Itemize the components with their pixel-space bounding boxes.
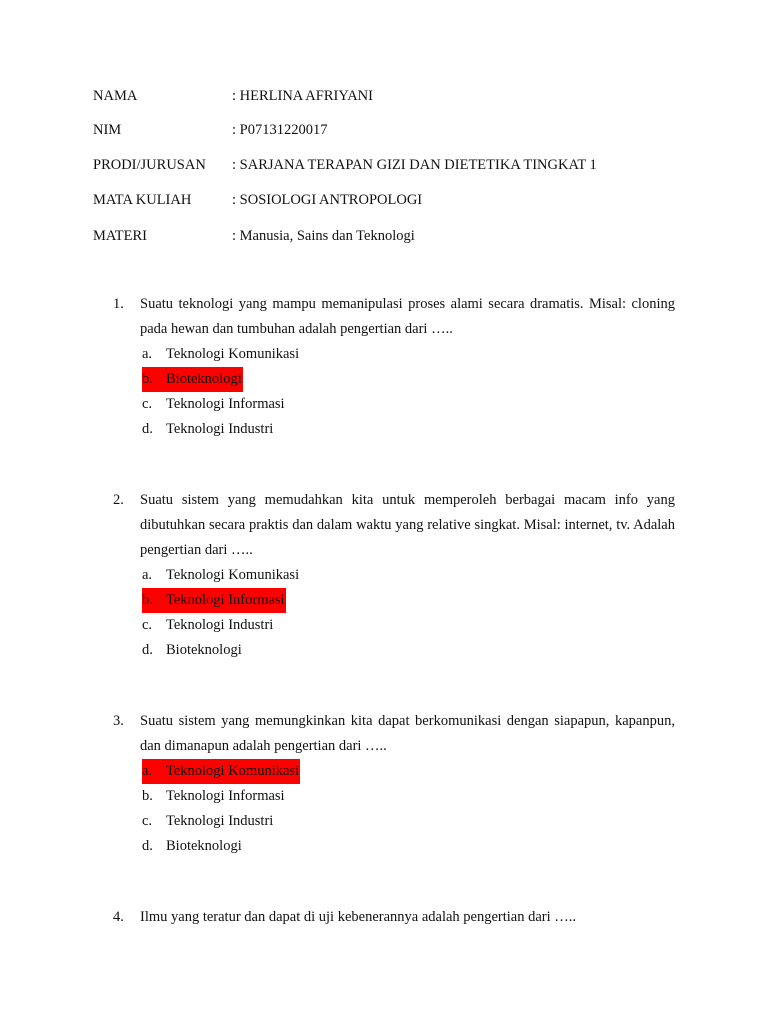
question-number: 3.	[113, 713, 124, 729]
info-label: NAMA	[93, 88, 138, 104]
option-a-highlighted	[142, 759, 675, 784]
info-row-nim	[93, 120, 327, 140]
info-label: MATERI	[93, 228, 147, 244]
option-text: Teknologi Informasi	[166, 396, 285, 412]
option-text: Bioteknologi	[166, 371, 242, 387]
info-value: : SOSIOLOGI ANTROPOLOGI	[232, 192, 423, 208]
question-text: Suatu sistem yang memudahkan kita untuk memperoleh berbagai macam info yang dibutuhkan secara praktis dan dalam waktu yang relative singkat. Misal: internet, tv. Adalah pengertian dari …..	[140, 492, 675, 558]
option-c	[142, 392, 675, 417]
info-row-mata-kuliah	[93, 190, 422, 210]
question-4	[113, 905, 675, 930]
answer-highlight	[142, 588, 286, 613]
option-letter: b.	[142, 371, 153, 387]
option-c	[142, 809, 675, 834]
option-text: Bioteknologi	[166, 838, 242, 854]
option-letter: d.	[142, 421, 153, 437]
option-letter: b.	[142, 592, 153, 608]
info-value: : Manusia, Sains dan Teknologi	[232, 228, 415, 244]
option-text: Teknologi Komunikasi	[166, 763, 300, 779]
option-text: Teknologi Industri	[166, 617, 274, 633]
option-d	[142, 638, 675, 663]
info-row-prodi	[93, 155, 597, 175]
option-b-highlighted	[142, 588, 675, 613]
option-b-highlighted	[142, 367, 675, 392]
option-text: Teknologi Industri	[166, 421, 274, 437]
option-letter: c.	[142, 617, 153, 633]
option-letter: a.	[142, 567, 153, 583]
info-value: : HERLINA AFRIYANI	[232, 88, 373, 104]
option-text: Teknologi Komunikasi	[166, 346, 300, 362]
question-text: Suatu sistem yang memungkinkan kita dapat berkomunikasi dengan siapapun, kapanpun, dan dimanapun adalah pengertian dari …..	[140, 713, 675, 754]
option-letter: c.	[142, 396, 153, 412]
answer-highlight	[142, 367, 243, 392]
option-text: Teknologi Informasi	[166, 788, 285, 804]
question-3	[113, 709, 675, 859]
option-text: Teknologi Industri	[166, 813, 274, 829]
option-letter: d.	[142, 838, 153, 854]
option-text: Bioteknologi	[166, 642, 242, 658]
answer-highlight	[142, 759, 300, 784]
option-list	[113, 759, 675, 859]
option-b	[142, 784, 675, 809]
question-text: Ilmu yang teratur dan dapat di uji kebenerannya adalah pengertian dari …..	[140, 909, 577, 925]
question-1	[113, 292, 675, 442]
option-letter: a.	[142, 763, 153, 779]
option-letter: c.	[142, 813, 153, 829]
question-2	[113, 488, 675, 663]
question-number: 4.	[113, 909, 124, 925]
option-a	[142, 563, 675, 588]
option-list	[113, 342, 675, 442]
option-text: Teknologi Komunikasi	[166, 567, 300, 583]
option-text: Teknologi Informasi	[166, 592, 285, 608]
info-row-materi	[93, 226, 415, 246]
option-letter: a.	[142, 346, 153, 362]
option-list	[113, 563, 675, 663]
info-value: : SARJANA TERAPAN GIZI DAN DIETETIKA TINGKAT 1	[232, 157, 597, 173]
option-letter: d.	[142, 642, 153, 658]
question-number: 2.	[113, 492, 124, 508]
option-d	[142, 834, 675, 859]
info-label: PRODI/JURUSAN	[93, 157, 206, 173]
info-label: MATA KULIAH	[93, 192, 192, 208]
info-row-nama	[93, 86, 373, 106]
option-c	[142, 613, 675, 638]
info-value: : P07131220017	[232, 122, 328, 138]
option-a	[142, 342, 675, 367]
question-text: Suatu teknologi yang mampu memanipulasi proses alami secara dramatis. Misal: cloning pada hewan dan tumbuhan adalah pengertian dari …..	[140, 296, 675, 337]
info-label: NIM	[93, 122, 122, 138]
question-number: 1.	[113, 296, 124, 312]
option-letter: b.	[142, 788, 153, 804]
option-d	[142, 417, 675, 442]
